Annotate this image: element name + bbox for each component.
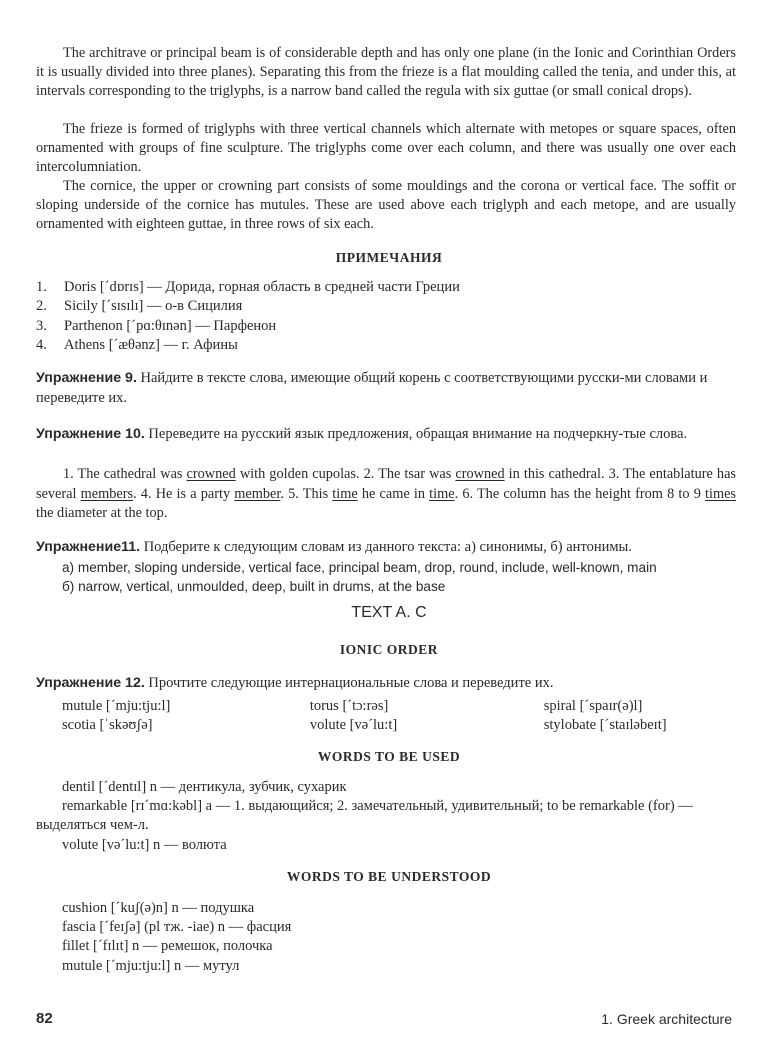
chapter-title: 1. Greek architecture [601, 1011, 732, 1027]
exercise-11 [36, 537, 736, 557]
vocab-entry: fascia [ˊfeɪʃə] (pl тж. -iae) n — фасция [62, 919, 292, 936]
exercise-9 [36, 368, 736, 408]
vocab-entry: fillet [ˊfɪlɪt] n — ремешок, полочка [62, 938, 273, 955]
exercise-9-text: Найдите в тексте слова, имеющие общий корень с соответствующими русски-ми словами и переведите их. [36, 370, 708, 406]
exercise-12-label: Упражнение 12. [36, 675, 145, 691]
underlined-word: crowned [186, 466, 236, 482]
underlined-word: time [332, 485, 358, 502]
paragraph-architrave: The architrave or principal beam is of considerable depth and has only one plane (in the Ionic and Corinthian Orders it is usually divided into three planes). Separating this from the frieze is a flat moulding called the tenia, and under this, at intervals corresponding to the triglyphs, is a narrow band called the regula with six guttae (or small conical drops). [36, 45, 736, 99]
international-words-grid [62, 697, 742, 735]
exercise-11-antonyms: б) narrow, vertical, unmoulded, deep, built in drums, at the base [62, 579, 446, 594]
notes-list [36, 278, 736, 355]
underlined-word: time [429, 485, 455, 502]
word-cell: stylobate [ˊstaɪləbeɪt] [543, 717, 667, 733]
page-number: 82 [36, 1010, 53, 1027]
exercise-11-synonyms: а) member, sloping underside, vertical face, principal beam, drop, round, include, well-known, main [62, 560, 657, 575]
vocab-entry: dentil [ˊdentɪl] n — дентикула, зубчик, сухарик [62, 779, 347, 795]
underlined-word: crowned [455, 466, 505, 482]
word-cell: mutule [ˊmju:tju:l] [62, 698, 171, 714]
exercise-11-text: Подберите к следующим словам из данного текста: а) синонимы, б) антонимы. [140, 539, 632, 555]
word-cell: volute [vəˊlu:t] [309, 717, 398, 733]
paragraph-cornice: The cornice, the upper or crowning part consists of some mouldings and the corona or vertical face. The soffit or sloping underside of the cornice has mutules. These are used above each triglyph and each metope, and are usually ornamented with eighteen guttae, in three rows of six each. [36, 178, 736, 232]
paragraph-frieze: The frieze is formed of triglyphs with three vertical channels which alternate with metopes or square spaces, often ornamented with groups of fine sculpture. The triglyphs come over each column, and there was usually one over each intercolumniation. [36, 121, 736, 175]
exercise-10-text: Переведите на русский язык предложения, обращая внимание на подчеркну-тые слова. [144, 426, 688, 442]
word-cell: spiral [ˊspaɪr(ə)l] [543, 698, 643, 714]
vocab-entry: remarkable [rɪˊmɑ:kəbl] a — 1. выдающийся; 2. замечательный, удивительный; to be remarkable (for) — выделяться чем-л. [36, 798, 693, 834]
exercise-11-label: Упражнение11. [36, 539, 141, 555]
words-row [62, 716, 742, 735]
note-item: 4. Athens [ˊæθənz] — г. Афины [36, 336, 238, 353]
underlined-word: times [705, 485, 736, 502]
note-item: 2. Sicily [ˊsɪsɪlɪ] — о-в Сицилия [36, 298, 243, 315]
word-cell: scotia [ˈskəʊʃə] [62, 717, 153, 733]
ionic-order-heading: IONIC ORDER [339, 642, 439, 657]
word-cell: torus [ˊtɔ:rəs] [309, 698, 389, 714]
exercise-12-text: Прочтите следующие интернациональные слова и переведите их. [144, 675, 554, 691]
note-item: 3. Parthenon [ˊpɑ:θɪnən] — Парфенон [36, 317, 277, 334]
words-understood-list [36, 899, 741, 976]
note-item: 1. Doris [ˊdɒrɪs] — Дорида, горная область в средней части Греции [36, 279, 460, 295]
underlined-word: members [80, 485, 134, 502]
vocab-entry: volute [vəˊlu:t] n — волюта [62, 836, 227, 853]
words-understood-heading: WORDS TO BE UNDERSTOOD [286, 869, 492, 884]
exercise-10 [36, 424, 736, 444]
text-heading: TEXT A. C [351, 604, 427, 621]
exercise-10-label: Упражнение 10. [36, 426, 145, 442]
underlined-word: member [234, 485, 281, 502]
words-used-heading: WORDS TO BE USED [317, 749, 461, 764]
words-row [62, 697, 742, 716]
exercise-12 [36, 673, 736, 693]
exercise-10-sentences: 1. The cathedral was crowned with golden cupolas. 2. The tsar was crowned in this cathedral. 3. The entablature has several members. 4. He is a party member. 5. This time he came in time. 6. The column has the height from 8 to 9 times the diameter at the top. [36, 466, 736, 521]
exercise-9-label: Упражнение 9. [36, 370, 137, 386]
words-used-list [36, 778, 741, 855]
notes-heading: ПРИМЕЧАНИЯ [335, 250, 443, 265]
vocab-entry: mutule [ˊmju:tju:l] n — мутул [62, 957, 240, 974]
vocab-entry: cushion [ˊkuʃ(ə)n] n — подушка [62, 900, 255, 916]
